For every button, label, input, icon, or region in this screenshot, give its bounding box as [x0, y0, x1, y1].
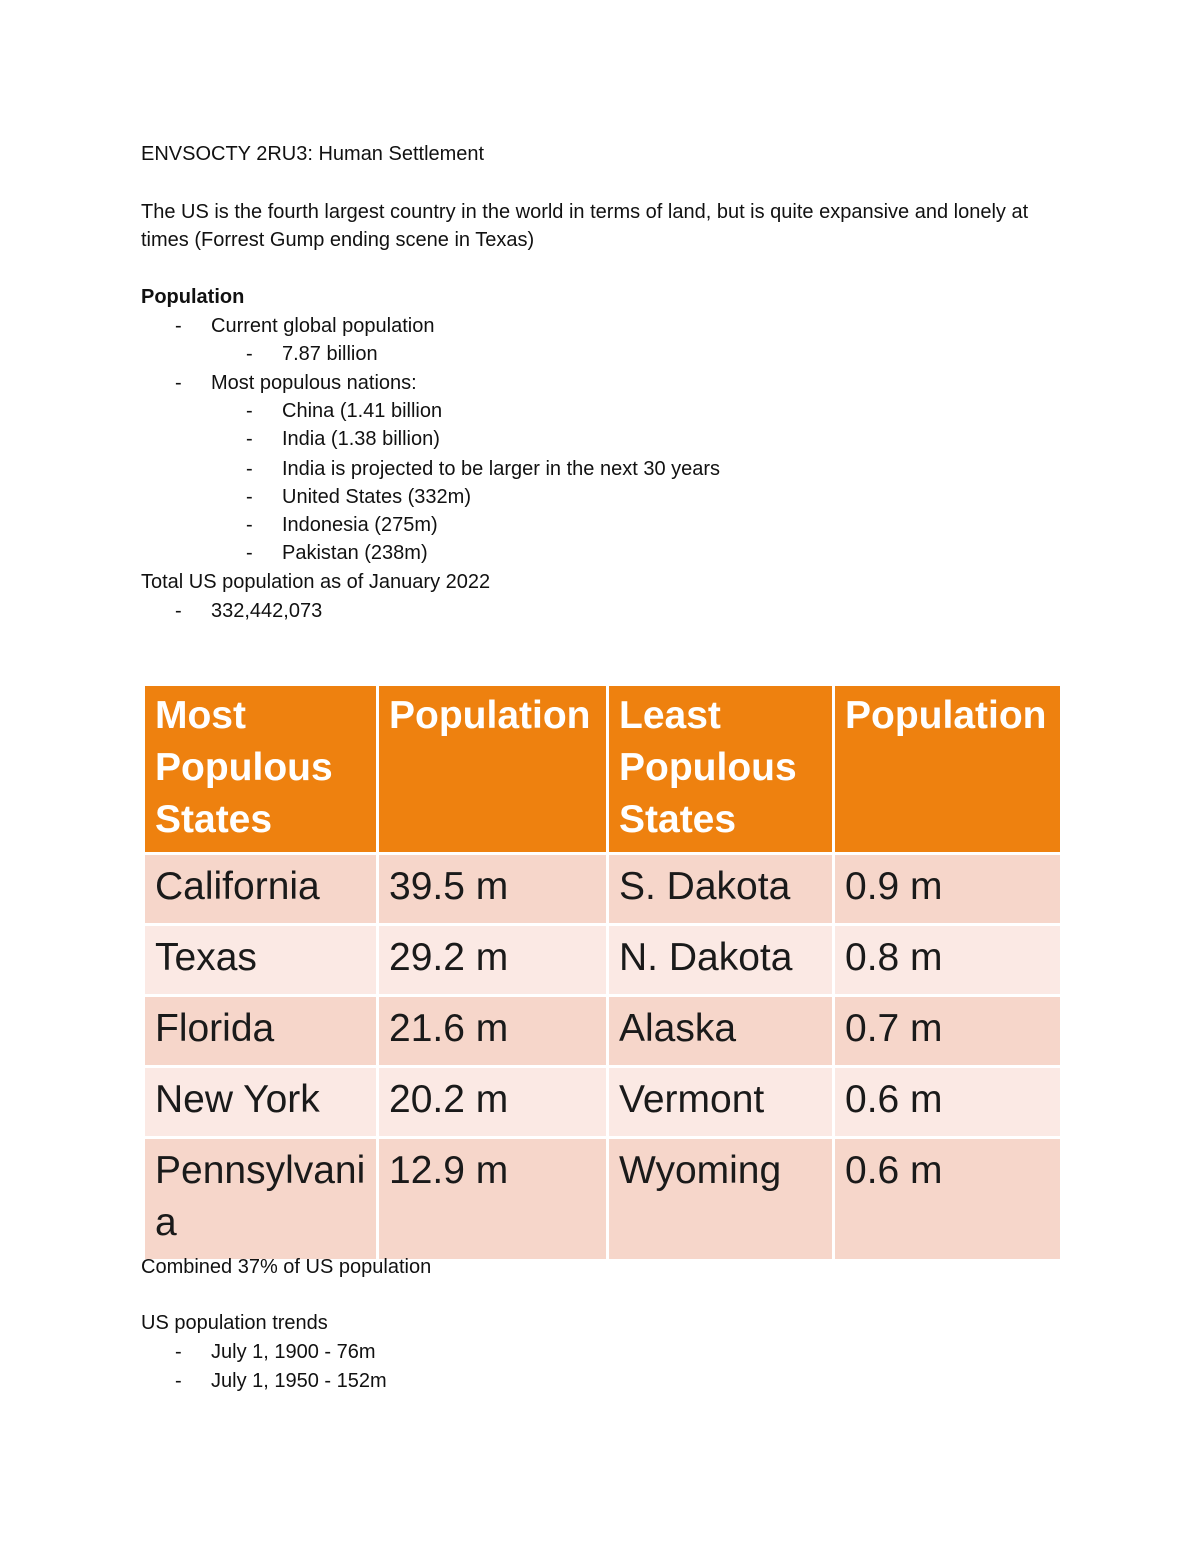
- bullet-dash: -: [246, 542, 253, 564]
- table-cell: 21.6 m: [378, 996, 608, 1067]
- header-population: Population: [834, 685, 1062, 854]
- table-header-row: [144, 685, 1062, 854]
- bullet-global-population: Current global population: [211, 315, 435, 337]
- us-total-value: 332,442,073: [211, 600, 323, 622]
- trend-item: July 1, 1900 - 76m: [211, 1341, 376, 1363]
- bullet-dash: -: [246, 400, 253, 422]
- nation-item: United States (332m): [282, 486, 471, 508]
- table-cell: 0.6 m: [834, 1067, 1062, 1138]
- table-row: [144, 1138, 1062, 1261]
- table-cell: Wyoming: [608, 1138, 834, 1261]
- table-cell: 20.2 m: [378, 1067, 608, 1138]
- nation-item: Indonesia (275m): [282, 514, 438, 536]
- table-cell: 0.7 m: [834, 996, 1062, 1067]
- table-cell: 0.6 m: [834, 1138, 1062, 1261]
- bullet-dash: -: [175, 600, 182, 622]
- header-least-populous: Least Populous States: [608, 685, 834, 854]
- table-cell: Texas: [144, 925, 378, 996]
- table-cell: California: [144, 854, 378, 925]
- states-population-table: [142, 683, 1063, 1262]
- intro-paragraph: The US is the fourth largest country in the world in terms of land, but is quite expansive and lonely at times (Forrest Gump ending scene in Texas): [141, 201, 1029, 251]
- table-cell: N. Dakota: [608, 925, 834, 996]
- header-population: Population: [378, 685, 608, 854]
- nation-item: Pakistan (238m): [282, 542, 428, 564]
- nation-item: India is projected to be larger in the next 30 years: [282, 458, 721, 480]
- header-most-populous: Most Populous States: [144, 685, 378, 854]
- bullet-dash: -: [175, 372, 182, 394]
- trend-item: July 1, 1950 - 152m: [211, 1370, 387, 1392]
- bullet-dash: -: [175, 315, 182, 337]
- table-cell: 12.9 m: [378, 1138, 608, 1261]
- bullet-dash: -: [246, 486, 253, 508]
- bullet-most-populous: Most populous nations:: [211, 372, 417, 394]
- bullet-dash: -: [246, 458, 253, 480]
- combined-note: Combined 37% of US population: [141, 1256, 432, 1278]
- table-cell: Pennsylvania: [144, 1138, 378, 1261]
- population-heading: Population: [141, 286, 245, 308]
- table-row: [144, 925, 1062, 996]
- bullet-dash: -: [246, 514, 253, 536]
- table-cell: 0.8 m: [834, 925, 1062, 996]
- table-cell: Alaska: [608, 996, 834, 1067]
- table-cell: 29.2 m: [378, 925, 608, 996]
- bullet-dash: -: [246, 428, 253, 450]
- table-cell: New York: [144, 1067, 378, 1138]
- table-row: [144, 854, 1062, 925]
- table-cell: 39.5 m: [378, 854, 608, 925]
- table-cell: Florida: [144, 996, 378, 1067]
- trends-label: US population trends: [141, 1312, 328, 1334]
- table-cell: S. Dakota: [608, 854, 834, 925]
- bullet-dash: -: [175, 1370, 182, 1392]
- table-cell: Vermont: [608, 1067, 834, 1138]
- bullet-dash: -: [246, 343, 253, 365]
- nation-item: China (1.41 billion: [282, 400, 443, 422]
- table-row: [144, 1067, 1062, 1138]
- bullet-global-value: 7.87 billion: [282, 343, 378, 365]
- table-row: [144, 996, 1062, 1067]
- us-total-label: Total US population as of January 2022: [141, 571, 491, 593]
- course-title: ENVSOCTY 2RU3: Human Settlement: [141, 143, 485, 165]
- bullet-dash: -: [175, 1341, 182, 1363]
- nation-item: India (1.38 billion): [282, 428, 440, 450]
- table-cell: 0.9 m: [834, 854, 1062, 925]
